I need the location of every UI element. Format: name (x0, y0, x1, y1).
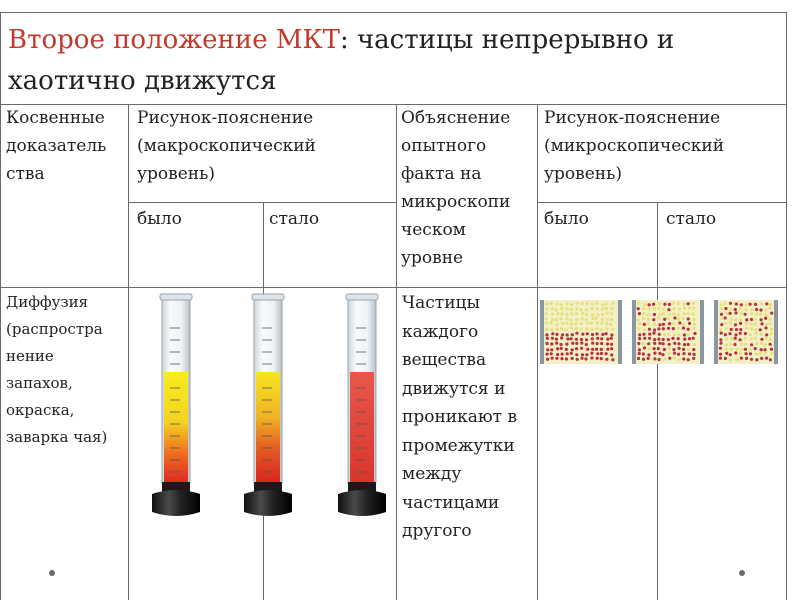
table-border-right (786, 12, 787, 600)
col-divider-1 (128, 104, 129, 600)
cylinder-icon (244, 294, 292, 516)
subheader-macro-after: стало (269, 209, 320, 229)
subheader-micro-before: было (544, 209, 589, 229)
header-indirect-evidence: Косвенные доказатель ства (6, 108, 107, 184)
table-border-top (0, 12, 787, 13)
cylinder-icon (338, 294, 386, 516)
particle-box-icon (540, 300, 622, 364)
subheader-line-right (537, 202, 787, 203)
fact-diffusion: Диффузия (распростра нение запахов, окраска, заварка чая) (6, 293, 108, 446)
bullet-dot-icon (49, 570, 55, 576)
header-macro-picture: Рисунок-пояснение (макроскопический уровень) (137, 108, 316, 184)
header-explanation: Объяснение опытного факта на микроскопи ческом уровне (401, 108, 511, 268)
header-micro-picture: Рисунок-пояснение (микроскопический уровень) (544, 108, 725, 184)
title-accent: Второе положение МКТ (8, 25, 340, 55)
particle-box-icon (714, 300, 778, 364)
col-divider-micro (657, 202, 658, 600)
bullet-dot-icon (739, 570, 745, 576)
page-title (8, 20, 778, 102)
table-border-left (0, 12, 1, 600)
subheader-line-left (128, 202, 396, 203)
cylinders-illustration (140, 288, 400, 523)
subheader-macro-before: было (137, 209, 182, 229)
subheader-micro-after: стало (666, 209, 717, 229)
particle-box-icon (632, 300, 704, 364)
explanation-text: Частицы каждого вещества движутся и проникают в промежутки между частицами другого (402, 293, 518, 541)
particles-illustration (540, 298, 780, 370)
title-rest: : частицы непрерывно и хаотично движутся (8, 25, 675, 96)
col-divider-3 (537, 104, 538, 600)
cylinder-icon (152, 294, 200, 516)
